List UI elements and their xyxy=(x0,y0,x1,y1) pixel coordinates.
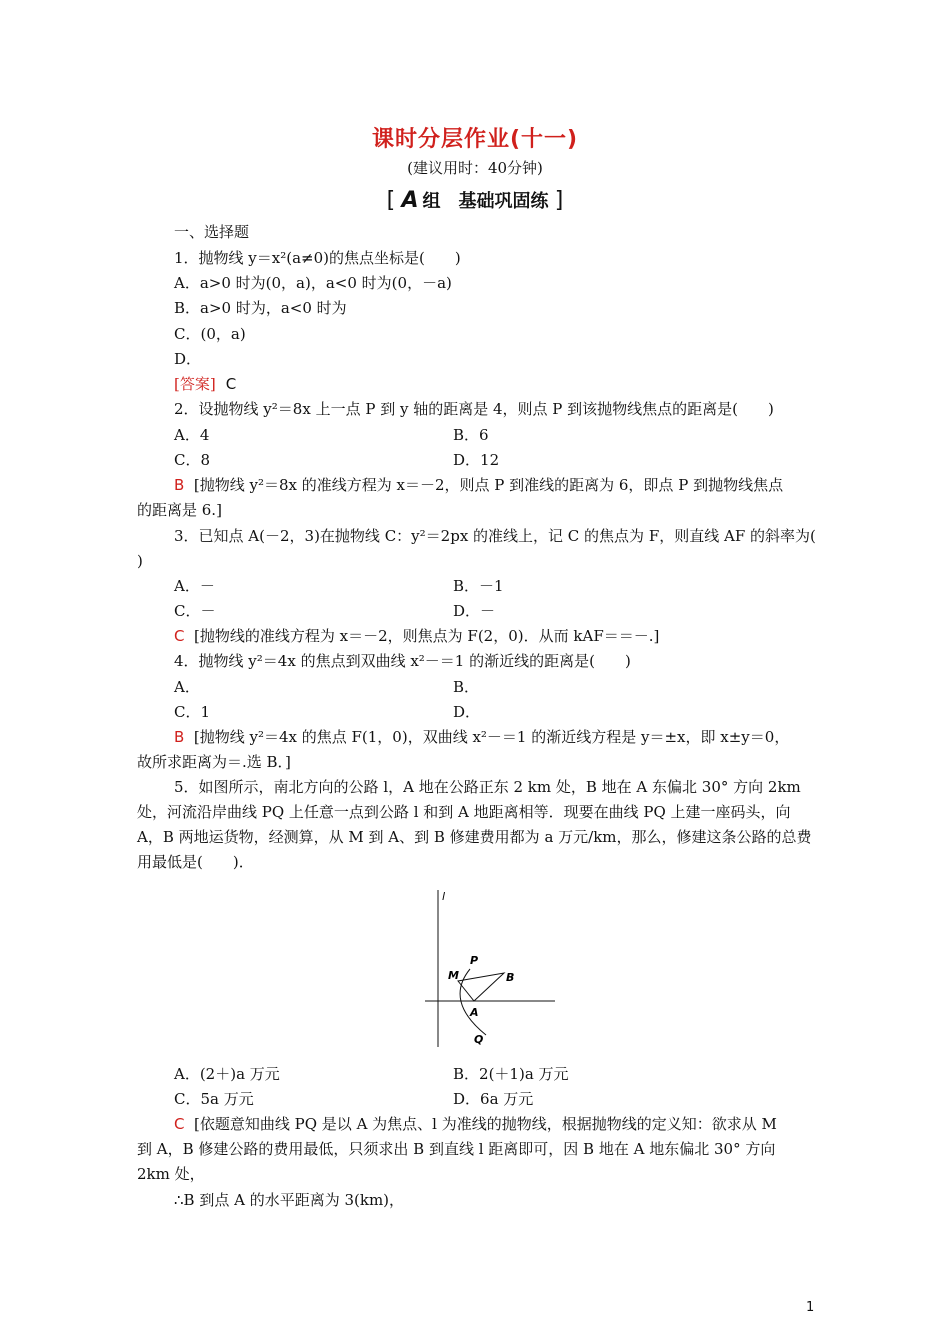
q5-option-a: A．(2＋)a 万元 xyxy=(174,1065,280,1083)
q5-stem-line1: 5．如图所示，南北方向的公路 l，A 地在公路正东 2 km 处，B 地在 A 东偏北 30° 方向 2km xyxy=(174,778,801,796)
q2-solution-text: [抛物线 y²＝8x 的准线方程为 x＝－2，则点 P 到准线的距离为 6，即点 P 到抛物线焦点 xyxy=(193,476,784,494)
q5-solution-line1 xyxy=(174,1114,777,1134)
q1-option-c: C．(0，a) xyxy=(174,325,246,343)
q5-figure xyxy=(420,885,560,1050)
q1-answer-label: [答案] xyxy=(174,375,216,393)
q4-solution-text: [抛物线 y²＝4x 的焦点 F(1，0)，双曲线 x²－＝1 的渐近线方程是 y＝±x，即 x±y＝0， xyxy=(193,728,790,746)
q3-stem-line2: ) xyxy=(137,552,143,570)
section-heading: 一、选择题 xyxy=(174,223,250,241)
label-b: B xyxy=(506,971,515,984)
q1-option-b: B．a>0 时为，a<0 时为 xyxy=(174,299,347,317)
q3-stem-line1: 3．已知点 A(－2，3)在抛物线 C：y²＝2px 的准线上，记 C 的焦点为 F，则直线 AF 的斜率为( xyxy=(174,527,816,545)
q2-stem: 2．设抛物线 y²＝8x 上一点 P 到 y 轴的距离是 4，则点 P 到该抛物线焦点的距离是( ) xyxy=(174,400,774,418)
q5-solution-line3: 2km 处， xyxy=(137,1165,205,1183)
q2-option-b: B．6 xyxy=(453,426,489,444)
q1-stem: 1．抛物线 y＝x²(a≠0)的焦点坐标是( ) xyxy=(174,249,461,267)
q5-solution-line4: ∴B 到点 A 的水平距离为 3(km)， xyxy=(174,1191,405,1209)
q4-option-a: A． xyxy=(174,678,200,696)
q2-option-a: A．4 xyxy=(174,426,210,444)
q2-option-d: D．12 xyxy=(453,451,500,469)
q1-answer-value: C xyxy=(225,375,237,393)
q5-stem-line3: A，B 两地运货物，经测算，从 M 到 A、到 B 修建费用都为 a 万元/km，那么，修建这条公路的总费 xyxy=(137,828,812,846)
q3-solution xyxy=(174,626,659,646)
group-header xyxy=(0,187,950,213)
group-label: 组 基础巩固练 xyxy=(422,191,549,212)
q4-solution-line2: 故所求距离为＝.选 B．] xyxy=(137,753,291,771)
q3-option-c: C．－ xyxy=(174,602,216,620)
q5-option-c: C．5a 万元 xyxy=(174,1090,254,1108)
q3-option-b: B．－1 xyxy=(453,577,504,595)
q3-option-a: A．－ xyxy=(174,577,215,595)
label-q: Q xyxy=(474,1033,484,1046)
group-bracket-open: [ xyxy=(386,188,396,213)
page-number: 1 xyxy=(806,1300,815,1315)
page-title: 课时分层作业(十一) xyxy=(371,127,579,152)
q2-solution-line1 xyxy=(174,475,783,495)
q4-solution-line1 xyxy=(174,727,789,747)
q1-answer xyxy=(174,374,236,394)
q2-solution-line2: 的距离是 6.] xyxy=(137,501,222,519)
curve-pq xyxy=(460,969,486,1035)
q4-key: B xyxy=(174,728,185,746)
group-bracket-close: ] xyxy=(554,188,564,213)
label-l: l xyxy=(442,890,446,903)
q5-option-d: D．6a 万元 xyxy=(453,1090,534,1108)
q5-option-b: B．2(＋1)a 万元 xyxy=(453,1065,569,1083)
q2-option-c: C．8 xyxy=(174,451,211,469)
page-subtitle: (建议用时：40分钟) xyxy=(407,159,543,177)
q2-key: B xyxy=(174,476,185,494)
q1-option-a: A．a>0 时为(0，a)，a<0 时为(0，－a) xyxy=(174,274,452,292)
q3-solution-text: [抛物线的准线方程为 x＝－2，则焦点为 F(2，0)．从而 kAF＝＝－.] xyxy=(194,627,660,645)
q5-solution-text: [依题意知曲线 PQ 是以 A 为焦点、l 为准线的抛物线，根据抛物线的定义知：欲求从 M xyxy=(194,1115,777,1133)
label-a: A xyxy=(470,1006,479,1019)
q5-stem-line4: 用最低是( )． xyxy=(137,853,254,871)
label-p: P xyxy=(470,954,479,967)
q5-key: C xyxy=(174,1115,185,1133)
q3-key: C xyxy=(174,627,185,645)
label-m: M xyxy=(448,969,459,982)
q1-option-d: D． xyxy=(174,350,202,368)
q4-option-c: C．1 xyxy=(174,703,211,721)
q5-solution-line2: 到 A，B 修建公路的费用最低，只须求出 B 到直线 l 距离即可，因 B 地在 A 地东偏北 30° 方向 xyxy=(137,1140,776,1158)
q4-option-d: D． xyxy=(453,703,481,721)
group-letter: A xyxy=(401,188,419,213)
q5-stem-line2: 处，河流沿岸曲线 PQ 上任意一点到公路 l 和到 A 地距离相等．现要在曲线 PQ 上建一座码头，向 xyxy=(137,803,791,821)
q4-option-b: B． xyxy=(453,678,480,696)
q4-stem: 4．抛物线 y²＝4x 的焦点到双曲线 x²－＝1 的渐近线的距离是( ) xyxy=(174,652,631,670)
q3-option-d: D．－ xyxy=(453,602,496,620)
